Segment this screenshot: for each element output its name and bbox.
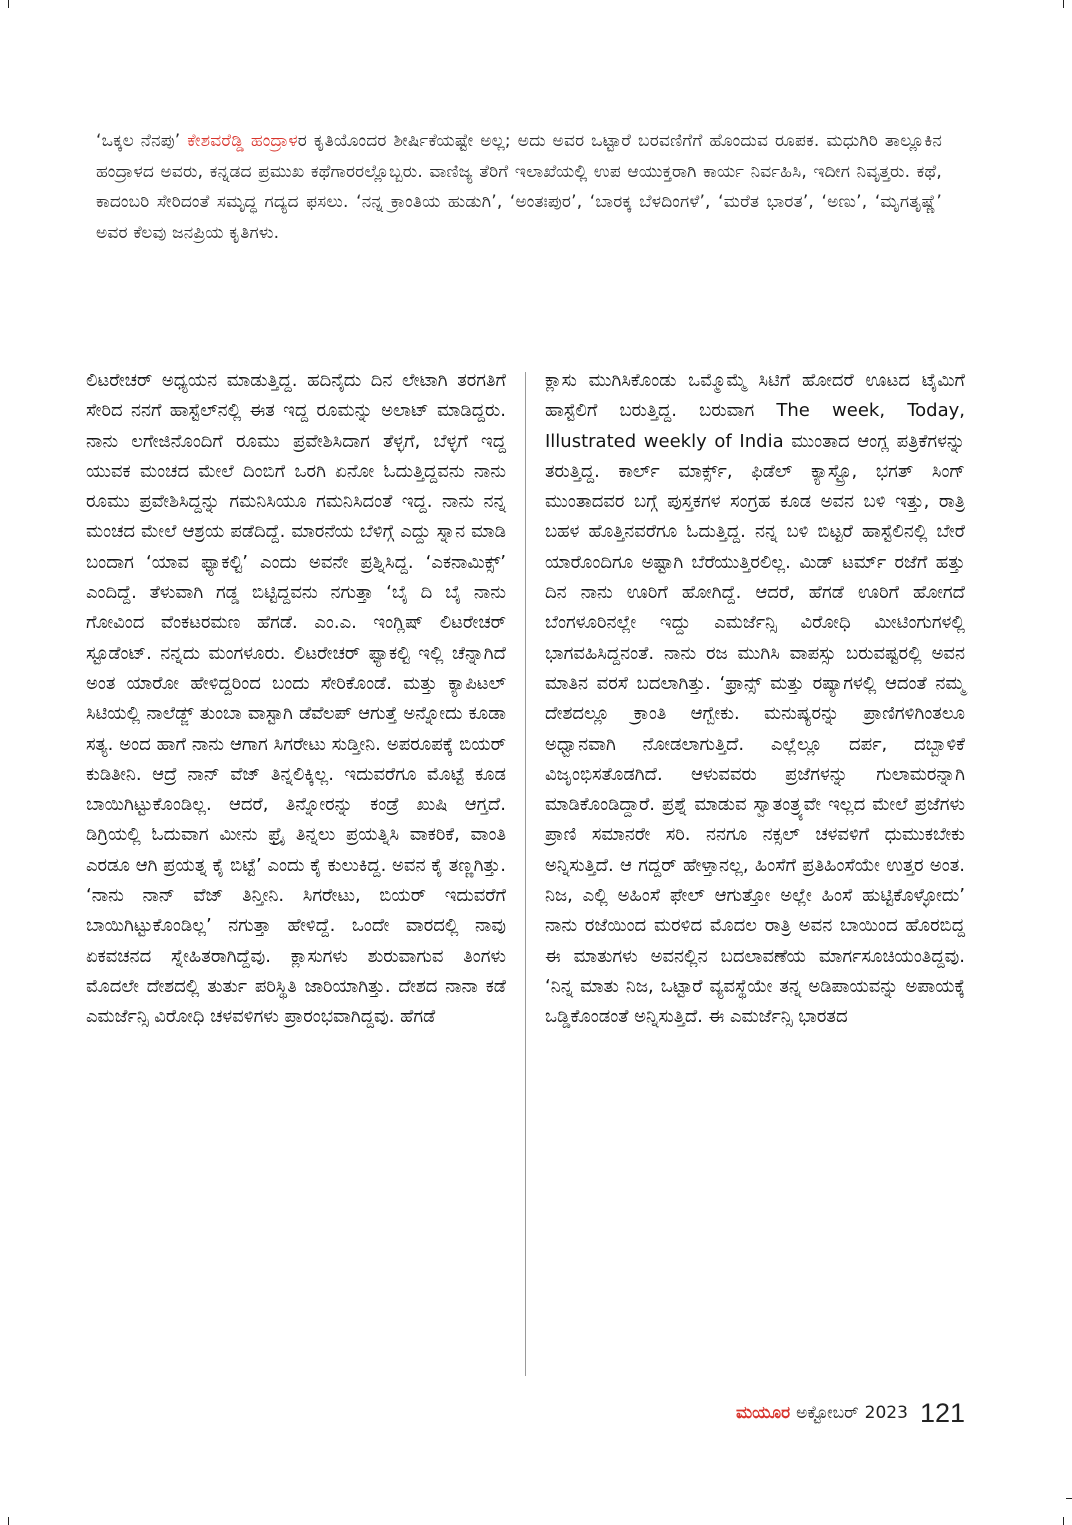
column-divider [525,372,526,1376]
page-number: 121 [919,1397,965,1428]
magazine-logo: ಮಯೂರ [735,1403,791,1423]
intro-text: ರ ಕೃತಿಯೊಂದರ ಶೀರ್ಷಿಕೆಯಷ್ಟೇ ಅಲ್ಲ; ಅದು ಅವರ ಒಟ್ಟಾರೆ ಬರವಣಿಗೆಗೆ ಹೊಂದುವ ರೂಪಕ. ಮಧುಗಿರಿ ತಾಲ್ಲೂಕಿನ ಹಂದ್ರಾಳದ ಅವರು, ಕನ್ನಡದ ಪ್ರಮುಖ ಕಥೆಗಾರರಲ್ಲೊಬ್ಬರು. ವಾಣಿಜ್ಯ ತೆರಿಗೆ ಇಲಾಖೆಯಲ್ಲಿ ಉಪ ಆಯುಕ್ತರಾಗಿ ಕಾರ್ಯ ನಿರ್ವಹಿಸಿ, ಇದೀಗ ನಿವೃತ್ತರು. ಕಥೆ, ಕಾದಂಬರಿ ಸೇರಿದಂತೆ ಸಮೃದ್ಧ ಗದ್ಯದ ಫಸಲು. ‘ನನ್ನ ಕ್ರಾಂತಿಯ ಹುಡುಗಿ’, ‘ಅಂತಃಪುರ’, ‘ಬಾರಕ್ಕ ಬೆಳದಿಂಗಳೆ’, ‘ಮರೆತ ಭಾರತ’, ‘ಅಣು’, ‘ಮೃಗತೃಷ್ಣೆ’ ಅವರ ಕೆಲವು ಜನಪ್ರಿಯ ಕೃತಿಗಳು. [96,131,942,243]
intro-quote: ‘ಒಕ್ಕಲ ನೆನಪು’ [96,131,188,151]
crop-mark [1066,1498,1072,1499]
article-column-left [86,366,506,1033]
crop-mark [1063,0,1064,8]
left-column-text: ಲಿಟರೇಚರ್ ಅಧ್ಯಯನ ಮಾಡುತ್ತಿದ್ದ. ಹದಿನೈದು ದಿನ ಲೇಟಾಗಿ ತರಗತಿಗೆ ಸೇರಿದ ನನಗೆ ಹಾಸ್ಟೆಲ್‌ನಲ್ಲಿ ಈತ ಇದ್ದ ರೂಮನ್ನು ಅಲಾಟ್ ಮಾಡಿದ್ದರು. ನಾನು ಲಗೇಜಿನೊಂದಿಗೆ ರೂಮು ಪ್ರವೇಶಿಸಿದಾಗ ತೆಳ್ಳಗೆ, ಬೆಳ್ಳಗೆ ಇದ್ದ ಯುವಕ ಮಂಚದ ಮೇಲೆ ದಿಂಬಿಗೆ ಒರಗಿ ಏನೋ ಓದುತ್ತಿದ್ದವನು ನಾನು ರೂಮು ಪ್ರವೇಶಿಸಿದ್ದನ್ನು ಗಮನಿಸಿಯೂ ಗಮನಿಸಿದಂತೆ ಇದ್ದ. ನಾನು ನನ್ನ ಮಂಚದ ಮೇಲೆ ಆಶ್ರಯ ಪಡೆದಿದ್ದೆ. ಮಾರನೆಯ ಬೆಳಿಗ್ಗೆ ಎದ್ದು ಸ್ನಾನ ಮಾಡಿ ಬಂದಾಗ ‘ಯಾವ ಫ್ಯಾಕಲ್ಟಿ’ ಎಂದು ಅವನೇ ಪ್ರಶ್ನಿಸಿದ್ದ. ‘ಎಕನಾಮಿಕ್ಸ್’ ಎಂದಿದ್ದೆ. ತೆಳುವಾಗಿ ಗಡ್ಡ ಬಿಟ್ಟಿದ್ದವನು ನಗುತ್ತಾ ‘ಬೈ ದಿ ಬೈ ನಾನು ಗೋವಿಂದ ವೆಂಕಟರಮಣ ಹೆಗಡೆ. ಎಂ.ಎ. ಇಂಗ್ಲಿಷ್ ಲಿಟರೇಚರ್ ಸ್ಟೂಡೆಂಟ್. ನನ್ನದು ಮಂಗಳೂರು. ಲಿಟರೇಚರ್ ಫ್ಯಾಕಲ್ಟಿ ಇಲ್ಲಿ ಚೆನ್ನಾಗಿದೆ ಅಂತ ಯಾರೋ ಹೇಳಿದ್ದರಿಂದ ಬಂದು ಸೇರಿಕೊಂಡೆ. ಮತ್ತು ಕ್ಯಾಪಿಟಲ್ ಸಿಟಿಯಲ್ಲಿ ನಾಲೆಡ್ಜ್ ತುಂಬಾ ವಾಸ್ಟಾಗಿ ಡೆವೆಲಪ್ ಆಗುತ್ತೆ ಅನ್ನೋದು ಕೂಡಾ ಸತ್ಯ. ಅಂದ ಹಾಗೆ ನಾನು ಆಗಾಗ ಸಿಗರೇಟು ಸುಡ್ತೀನಿ. ಅಪರೂಪಕ್ಕೆ ಬಿಯರ್ ಕುಡಿತೀನಿ. ಆದ್ರೆ ನಾನ್ ವೆಜ್ ತಿನ್ನಲಿಕ್ಕಿಲ್ಲ. ಇದುವರೆಗೂ ಮೊಟ್ಟೆ ಕೂಡ ಬಾಯಿಗಿಟ್ಟುಕೊಂಡಿಲ್ಲ. ಆದರೆ, ತಿನ್ನೋರನ್ನು ಕಂಡ್ರೆ ಖುಷಿ ಆಗ್ತದೆ. ಡಿಗ್ರಿಯಲ್ಲಿ ಓದುವಾಗ ಮೀನು ಫ್ರೈ ತಿನ್ನಲು ಪ್ರಯತ್ನಿಸಿ ವಾಕರಿಕೆ, ವಾಂತಿ ಎರಡೂ ಆಗಿ ಪ್ರಯತ್ನ ಕೈ ಬಿಟ್ಟೆ’ ಎಂದು ಕೈ ಕುಲುಕಿದ್ದ. ಅವನ ಕೈ ತಣ್ಣಗಿತ್ತು. ‘ನಾನು ನಾನ್ ವೆಜ್ ತಿನ್ತೀನಿ. ಸಿಗರೇಟು, ಬಿಯರ್ ಇದುವರೆಗೆ ಬಾಯಿಗಿಟ್ಟುಕೊಂಡಿಲ್ಲ’ ನಗುತ್ತಾ ಹೇಳಿದ್ದೆ. ಒಂದೇ ವಾರದಲ್ಲಿ ನಾವು ಏಕವಚನದ ಸ್ನೇಹಿತರಾಗಿದ್ದೆವು. ಕ್ಲಾಸುಗಳು ಶುರುವಾಗುವ ತಿಂಗಳು ಮೊದಲೇ ದೇಶದಲ್ಲಿ ತುರ್ತು ಪರಿಸ್ಥಿತಿ ಜಾರಿಯಾಗಿತ್ತು. ದೇಶದ ನಾನಾ ಕಡೆ ಎಮರ್ಜೆನ್ಸಿ ವಿರೋಧಿ ಚಳವಳಿಗಳು ಪ್ರಾರಂಭವಾಗಿದ್ದವು. ಹೆಗಡೆ [86,370,506,1028]
crop-mark [8,1517,9,1525]
issue-year: 2023 [864,1403,908,1423]
author-intro [96,126,942,248]
article-column-right [545,366,965,1033]
crop-mark [8,0,9,8]
author-name: ಕೇಶವರೆಡ್ಡಿ ಹಂದ್ರಾಳ [187,131,298,151]
crop-mark [1063,1517,1064,1525]
right-column-text: ಕ್ಲಾಸು ಮುಗಿಸಿಕೊಂಡು ಒಮ್ಮೊಮ್ಮೆ ಸಿಟಿಗೆ ಹೋದರೆ ಊಟದ ಟೈಮಿಗೆ ಹಾಸ್ಟೆಲಿಗೆ ಬರುತ್ತಿದ್ದ. ಬರುವಾಗ The week, Today, Illustrated weekly of India ಮುಂತಾದ ಆಂಗ್ಲ ಪತ್ರಿಕೆಗಳನ್ನು ತರುತ್ತಿದ್ದ. ಕಾರ್ಲ್ ಮಾರ್ಕ್ಸ್, ಫಿಡೆಲ್ ಕ್ಯಾಸ್ಟ್ರೊ, ಭಗತ್ ಸಿಂಗ್ ಮುಂತಾದವರ ಬಗ್ಗೆ ಪುಸ್ತಕಗಳ ಸಂಗ್ರಹ ಕೂಡ ಅವನ ಬಳಿ ಇತ್ತು, ರಾತ್ರಿ ಬಹಳ ಹೊತ್ತಿನವರೆಗೂ ಓದುತ್ತಿದ್ದ. ನನ್ನ ಬಳಿ ಬಿಟ್ಟರೆ ಹಾಸ್ಟೆಲಿನಲ್ಲಿ ಬೇರೆ ಯಾರೊಂದಿಗೂ ಅಷ್ಟಾಗಿ ಬೆರೆಯುತ್ತಿರಲಿಲ್ಲ. ಮಿಡ್ ಟರ್ಮ್ ರಜೆಗೆ ಹತ್ತು ದಿನ ನಾನು ಊರಿಗೆ ಹೋಗಿದ್ದೆ. ಆದರೆ, ಹೆಗಡೆ ಊರಿಗೆ ಹೋಗದೆ ಬೆಂಗಳೂರಿನಲ್ಲೇ ಇದ್ದು ಎಮರ್ಜೆನ್ಸಿ ವಿರೋಧಿ ಮೀಟಿಂಗುಗಳಲ್ಲಿ ಭಾಗವಹಿಸಿದ್ದನಂತೆ. ನಾನು ರಜ ಮುಗಿಸಿ ವಾಪಸ್ಸು ಬರುವಷ್ಟರಲ್ಲಿ ಅವನ ಮಾತಿನ ವರಸೆ ಬದಲಾಗಿತ್ತು. ‘ಫ್ರಾನ್ಸ್ ಮತ್ತು ರಷ್ಯಾಗಳಲ್ಲಿ ಆದಂತೆ ನಮ್ಮ ದೇಶದಲ್ಲೂ ಕ್ರಾಂತಿ ಆಗ್ಬೇಕು. ಮನುಷ್ಯರನ್ನು ಪ್ರಾಣಿಗಳಿಗಿಂತಲೂ ಅಧ್ವಾನವಾಗಿ ನೋಡಲಾಗುತ್ತಿದೆ. ಎಲ್ಲೆಲ್ಲೂ ದರ್ಪ, ದಬ್ಬಾಳಿಕೆ ವಿಜೃಂಭಿಸತೊಡಗಿದೆ. ಆಳುವವರು ಪ್ರಜೆಗಳನ್ನು ಗುಲಾಮರನ್ನಾಗಿ ಮಾಡಿಕೊಂಡಿದ್ದಾರೆ. ಪ್ರಶ್ನೆ ಮಾಡುವ ಸ್ವಾತಂತ್ರ್ಯವೇ ಇಲ್ಲದ ಮೇಲೆ ಪ್ರಜೆಗಳು ಪ್ರಾಣಿ ಸಮಾನರೇ ಸರಿ. ನನಗೂ ನಕ್ಸಲ್ ಚಳವಳಿಗೆ ಧುಮುಕಬೇಕು ಅನ್ನಿಸುತ್ತಿದೆ. ಆ ಗದ್ದರ್ ಹೇಳ್ತಾನಲ್ಲ, ಹಿಂಸೆಗೆ ಪ್ರತಿಹಿಂಸೆಯೇ ಉತ್ತರ ಅಂತ. ನಿಜ, ಎಲ್ಲಿ ಅಹಿಂಸೆ ಫೇಲ್ ಆಗುತ್ತೋ ಅಲ್ಲೇ ಹಿಂಸೆ ಹುಟ್ಟಿಕೊಳ್ಳೋದು’ ನಾನು ರಜೆಯಿಂದ ಮರಳಿದ ಮೊದಲ ರಾತ್ರಿ ಅವನ ಬಾಯಿಂದ ಹೊರಬಿದ್ದ ಈ ಮಾತುಗಳು ಅವನಲ್ಲಿನ ಬದಲಾವಣೆಯ ಮಾರ್ಗಸೂಚಿಯಂತಿದ್ದವು. ‘ನಿನ್ನ ಮಾತು ನಿಜ, ಒಟ್ಟಾರೆ ವ್ಯವಸ್ಥೆಯೇ ತನ್ನ ಅಡಿಪಾಯವನ್ನು ಅಪಾಯಕ್ಕೆ ಒಡ್ಡಿಕೊಂಡಂತೆ ಅನ್ನಿಸುತ್ತಿದೆ. ಈ ಎಮರ್ಜೆನ್ಸಿ ಭಾರತದ [545,370,965,1028]
issue-month: ಅಕ್ಟೋಬರ್ [796,1403,859,1423]
page-footer [695,1393,965,1433]
